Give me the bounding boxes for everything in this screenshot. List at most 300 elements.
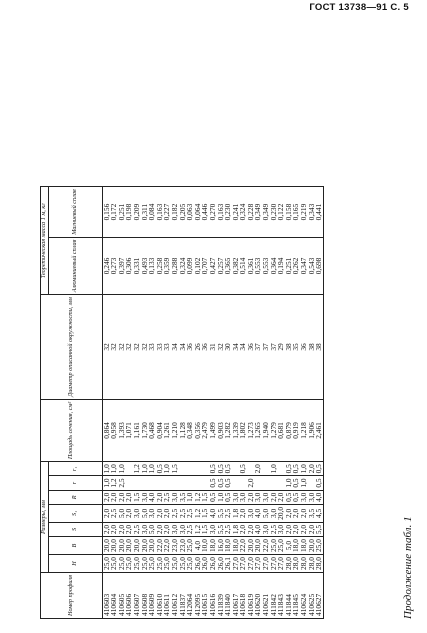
cell-r1: 1,0 [270, 462, 278, 476]
cell-s: 2,0 [125, 522, 133, 536]
cell-r1: 1,0 [141, 462, 149, 476]
table-row [163, 187, 171, 619]
table-row [186, 187, 194, 619]
cell-s: 2,5 [270, 522, 278, 536]
cell-r: 0,5 [292, 490, 300, 504]
cell-b: 18,0 [292, 537, 300, 555]
cell-h: 27,0 [232, 555, 240, 573]
cell-b: 20,0 [308, 537, 316, 555]
cell-s1: 3,0 [133, 504, 141, 522]
cell-r: 3,0 [232, 490, 240, 504]
cell-mg-mass: 0,349 [262, 187, 270, 237]
cell-h: 25,0 [156, 555, 164, 573]
cell-h: 28,0 [308, 555, 316, 573]
cell-s: 2,0 [156, 522, 164, 536]
col-dims-group-header: Размеры, мм [41, 462, 49, 573]
table-row [277, 187, 285, 619]
cell-b: 20,0 [125, 537, 133, 555]
col-al-header: Алюминиевый сплав [48, 237, 102, 294]
cell-s: 2,5 [133, 522, 141, 536]
cell-al-mass: 0,273 [110, 237, 118, 294]
cell-diameter: 32 [118, 295, 126, 400]
page-header: ГОСТ 13738—91 С. 5 [309, 2, 409, 13]
cell-al-mass: 0,382 [232, 237, 240, 294]
col-diameter-header: Диаметр описанной окружности, мм [41, 295, 103, 400]
cell-profile: 410621 [262, 572, 270, 618]
cell-s1: 5,0 [118, 504, 126, 522]
table-row [171, 187, 179, 619]
cell-r: 3,0 [254, 490, 262, 504]
cell-area: 1,802 [239, 399, 247, 461]
cell-profile: 410627 [315, 572, 323, 618]
cell-diameter: 38 [308, 295, 316, 400]
cell-b: 5,0 [285, 537, 293, 555]
cell-r: 3,0 [239, 490, 247, 504]
cell-mg-mass: 0,270 [209, 187, 217, 237]
cell-profile: 410618 [239, 572, 247, 618]
cell-b: 22,0 [262, 537, 270, 555]
cell-s: 3,0 [209, 522, 217, 536]
cell-r: 1,0 [217, 490, 225, 504]
cell-s1: 5,0 [262, 504, 270, 522]
cell-r: 3,0 [308, 490, 316, 504]
cell-h: 28,0 [315, 555, 323, 573]
cell-profile: 410609 [148, 572, 156, 618]
cell-s1: 2,5 [171, 504, 179, 522]
cell-profile: 410620 [254, 572, 262, 618]
cell-r-small [141, 476, 149, 490]
cell-s: 4,0 [254, 522, 262, 536]
cell-area: 2,461 [315, 399, 323, 461]
cell-diameter: 34 [232, 295, 240, 400]
cell-mg-mass: 0,209 [133, 187, 141, 237]
cell-mg-mass: 0,163 [217, 187, 225, 237]
cell-s1: 2,0 [163, 504, 171, 522]
cell-s: 2,0 [102, 522, 110, 536]
cell-profile: 410606 [125, 572, 133, 618]
cell-b: 20,0 [254, 537, 262, 555]
cell-s1: 2,0 [292, 504, 300, 522]
cell-al-mass: 0,427 [209, 237, 217, 294]
cell-profile: 410624 [300, 572, 308, 618]
cell-r-small: 1,0 [285, 476, 293, 490]
cell-s1: 2,0 [300, 504, 308, 522]
cell-r: 4,0 [148, 490, 156, 504]
table-row [300, 187, 308, 619]
cell-profile: 410625 [308, 572, 316, 618]
cell-r: 3,0 [171, 490, 179, 504]
cell-b: 22,0 [163, 537, 171, 555]
cell-h: 25,0 [125, 555, 133, 573]
cell-r1: 0,5 [217, 462, 225, 476]
cell-al-mass: 0,102 [194, 237, 202, 294]
cell-r: 3,0 [141, 490, 149, 504]
cell-h: 28,0 [285, 555, 293, 573]
col-mg-header: Магниевый сплав [48, 187, 102, 237]
cell-r: 2,0 [277, 490, 285, 504]
cell-r-small [133, 476, 141, 490]
cell-s: 2,0 [239, 522, 247, 536]
cell-h: 26,0 [194, 555, 202, 573]
cell-b: 20,0 [148, 537, 156, 555]
cell-diameter: 34 [179, 295, 187, 400]
cell-r1: 1,0 [148, 462, 156, 476]
cell-diameter: 33 [148, 295, 156, 400]
cell-s1: 4,5 [315, 504, 323, 522]
cell-r1: 1,2 [133, 462, 141, 476]
cell-s: 2,0 [247, 522, 255, 536]
cell-h: 25,0 [179, 555, 187, 573]
cell-r1: 0,5 [239, 462, 247, 476]
cell-area: 1,071 [125, 399, 133, 461]
cell-r: 4,0 [315, 490, 323, 504]
col-s-header: S [48, 522, 102, 536]
cell-r-small [186, 476, 194, 490]
cell-s1: 2,0 [102, 504, 110, 522]
cell-mg-mass: 0,063 [186, 187, 194, 237]
cell-diameter: 31 [209, 295, 217, 400]
cell-al-mass: 0,397 [118, 237, 126, 294]
cell-s1: 5,0 [141, 504, 149, 522]
cell-profile: 411837 [179, 572, 187, 618]
cell-h: 25,0 [110, 555, 118, 573]
cell-r: 3,0 [300, 490, 308, 504]
cell-r: 1,0 [186, 490, 194, 504]
cell-mg-mass: 0,064 [194, 187, 202, 237]
cell-profile: 410616 [209, 572, 217, 618]
cell-r-small [179, 476, 187, 490]
cell-h: 28,0 [300, 555, 308, 573]
col-s1-header: S₁ [48, 504, 102, 522]
cell-b: 22,0 [239, 537, 247, 555]
cell-diameter: 32 [141, 295, 149, 400]
cell-s1: 2,5 [110, 504, 118, 522]
cell-s1: 1,8 [232, 504, 240, 522]
cell-area: 0,356 [194, 399, 202, 461]
cell-profile: 410612 [171, 572, 179, 618]
cell-h: 25,0 [186, 555, 194, 573]
cell-diameter: 34 [239, 295, 247, 400]
cell-r: 2,0 [125, 490, 133, 504]
cell-s1: 2,0 [125, 504, 133, 522]
cell-s1: 3,0 [148, 504, 156, 522]
cell-r1: 0,5 [285, 462, 293, 476]
cell-diameter: 36 [201, 295, 209, 400]
cell-r1: 0,5 [156, 462, 164, 476]
cell-h: 27,0 [254, 555, 262, 573]
cell-h: 26,0 [217, 555, 225, 573]
cell-area: 0,468 [148, 399, 156, 461]
cell-area: 1,339 [232, 399, 240, 461]
profiles-table [40, 186, 324, 619]
cell-profile: 412064 [186, 572, 194, 618]
cell-diameter: 32 [110, 295, 118, 400]
table-row [239, 187, 247, 619]
cell-r: 1,5 [133, 490, 141, 504]
cell-r-small [171, 476, 179, 490]
cell-mg-mass: 0,163 [156, 187, 164, 237]
cell-al-mass: 0,099 [186, 237, 194, 294]
cell-r-small [270, 476, 278, 490]
table-row [141, 187, 149, 619]
cell-area: 1,906 [308, 399, 316, 461]
cell-mg-mass: 0,311 [141, 187, 149, 237]
cell-area: 1,161 [133, 399, 141, 461]
table-row [110, 187, 118, 619]
cell-mg-mass: 0,349 [254, 187, 262, 237]
cell-mg-mass: 0,084 [148, 187, 156, 237]
cell-b: 25,0 [186, 537, 194, 555]
cell-mg-mass: 0,165 [292, 187, 300, 237]
cell-diameter: 37 [270, 295, 278, 400]
table-row [201, 187, 209, 619]
cell-profile: 410608 [141, 572, 149, 618]
cell-s1: 2,5 [186, 504, 194, 522]
cell-s1: 4,0 [209, 504, 217, 522]
table-row [315, 187, 323, 619]
cell-al-mass: 0,553 [254, 237, 262, 294]
table-row [125, 187, 133, 619]
cell-h: 27,0 [239, 555, 247, 573]
cell-mg-mass: 0,343 [308, 187, 316, 237]
cell-r: 0,5 [285, 490, 293, 504]
cell-r-small: 0,5 [217, 476, 225, 490]
cell-r-small: 0,5 [224, 476, 232, 490]
cell-diameter: 37 [262, 295, 270, 400]
cell-diameter: 33 [163, 295, 171, 400]
table-row [156, 187, 164, 619]
cell-b: 4,0 [194, 537, 202, 555]
cell-mg-mass: 0,122 [277, 187, 285, 237]
cell-s1: 3,0 [247, 504, 255, 522]
cell-diameter: 32 [102, 295, 110, 400]
cell-b: 20,0 [110, 537, 118, 555]
cell-al-mass: 0,514 [239, 237, 247, 294]
cell-area: 1,499 [209, 399, 217, 461]
cell-mg-mass: 0,230 [224, 187, 232, 237]
cell-s: 3,0 [171, 522, 179, 536]
cell-h: 25,0 [163, 555, 171, 573]
cell-h: 25,0 [148, 555, 156, 573]
cell-r: 2,0 [156, 490, 164, 504]
col-r1-header: r₁ [48, 462, 102, 476]
table-row [232, 187, 240, 619]
cell-al-mass: 0,288 [171, 237, 179, 294]
cell-al-mass: 0,246 [102, 237, 110, 294]
cell-s: 2,0 [118, 522, 126, 536]
cell-s1: 3,5 [308, 504, 316, 522]
cell-b: 18,0 [300, 537, 308, 555]
cell-profile: 410607 [133, 572, 141, 618]
cell-al-mass: 0,194 [277, 237, 285, 294]
cell-profile: 411845 [292, 572, 300, 618]
cell-r1 [194, 462, 202, 476]
cell-al-mass: 0,306 [125, 237, 133, 294]
cell-diameter: 32 [217, 295, 225, 400]
cell-area: 1,273 [247, 399, 255, 461]
col-b-header: B [48, 537, 102, 555]
cell-al-mass: 0,364 [270, 237, 278, 294]
cell-r-small [254, 476, 262, 490]
cell-r: 2,5 [163, 490, 171, 504]
cell-s: 1,2 [194, 522, 202, 536]
cell-profile: 411844 [285, 572, 293, 618]
cell-s1: 2,0 [285, 504, 293, 522]
cell-r: 1,2 [194, 490, 202, 504]
cell-profile: 410611 [163, 572, 171, 618]
cell-al-mass: 0,553 [262, 237, 270, 294]
cell-s: 2,0 [308, 522, 316, 536]
col-r-header: R [48, 490, 102, 504]
table-row [254, 187, 262, 619]
cell-b: 10,0 [201, 537, 209, 555]
cell-s: 3,0 [262, 522, 270, 536]
cell-h: 25,0 [141, 555, 149, 573]
cell-area: 0,864 [102, 399, 110, 461]
cell-diameter: 35 [292, 295, 300, 400]
table-row [148, 187, 156, 619]
cell-s: 5,5 [315, 522, 323, 536]
cell-r1: 1,0 [163, 462, 171, 476]
cell-diameter: 26 [194, 295, 202, 400]
cell-r-small: 1,0 [300, 476, 308, 490]
cell-h: 25,0 [102, 555, 110, 573]
cell-profile: 411842 [270, 572, 278, 618]
cell-profile: 410603 [102, 572, 110, 618]
cell-s1: 2,0 [156, 504, 164, 522]
cell-diameter: 38 [315, 295, 323, 400]
cell-s: 5,0 [148, 522, 156, 536]
cell-r: 3,5 [179, 490, 187, 504]
cell-area: 0,903 [217, 399, 225, 461]
cell-area: 1,218 [300, 399, 308, 461]
table-row [270, 187, 278, 619]
cell-r: 2,0 [270, 490, 278, 504]
cell-s: 2,0 [110, 522, 118, 536]
cell-mg-mass: 0,182 [171, 187, 179, 237]
cell-s1: 2,5 [224, 504, 232, 522]
table-continuation-label: Продолжение табл. 1 [402, 516, 414, 619]
cell-area: 0,958 [110, 399, 118, 461]
cell-diameter: 32 [133, 295, 141, 400]
cell-mg-mass: 0,156 [102, 187, 110, 237]
cell-r: 2,0 [110, 490, 118, 504]
table-row [285, 187, 293, 619]
cell-r1: 0,5 [292, 462, 300, 476]
cell-b: 20,0 [102, 537, 110, 555]
cell-b: 20,0 [133, 537, 141, 555]
cell-s1: 20,0 [277, 504, 285, 522]
cell-area: 2,479 [201, 399, 209, 461]
cell-r1: 1,0 [300, 462, 308, 476]
cell-r-small: 1,2 [110, 476, 118, 490]
cell-al-mass: 0,707 [201, 237, 209, 294]
cell-area: 1,128 [179, 399, 187, 461]
cell-r: 0,5 [209, 490, 217, 504]
cell-area: 1,393 [118, 399, 126, 461]
cell-s: 2,0 [292, 522, 300, 536]
table-row [217, 187, 225, 619]
table-body [102, 187, 323, 619]
cell-h: 26,1 [224, 555, 232, 573]
cell-h: 25,0 [133, 555, 141, 573]
cell-mg-mass: 0,198 [125, 187, 133, 237]
cell-profile: 411839 [217, 572, 225, 618]
cell-s1: 5,5 [217, 504, 225, 522]
cell-al-mass: 0,133 [148, 237, 156, 294]
cell-area: 0,919 [292, 399, 300, 461]
cell-r1: 2,0 [308, 462, 316, 476]
cell-h: 25,0 [171, 555, 179, 573]
cell-s: 3,0 [141, 522, 149, 536]
cell-mg-mass: 0,172 [110, 187, 118, 237]
table-row [209, 187, 217, 619]
cell-r-small [262, 476, 270, 490]
cell-diameter: 29 [277, 295, 285, 400]
cell-mg-mass: 0,230 [270, 187, 278, 237]
cell-al-mass: 0,251 [285, 237, 293, 294]
table-row [224, 187, 232, 619]
cell-al-mass: 0,361 [247, 237, 255, 294]
cell-s: 2,0 [163, 522, 171, 536]
cell-al-mass: 0,698 [315, 237, 323, 294]
cell-h: 27,0 [262, 555, 270, 573]
cell-h: 25,0 [118, 555, 126, 573]
cell-r1: 1,0 [102, 462, 110, 476]
cell-profile: 410619 [247, 572, 255, 618]
cell-h: 27,0 [247, 555, 255, 573]
cell-mg-mass: 0,324 [239, 187, 247, 237]
col-profile-header: Номер профиля [41, 572, 103, 618]
cell-r-small [125, 476, 133, 490]
cell-area: 1,261 [163, 399, 171, 461]
cell-diameter: 33 [156, 295, 164, 400]
cell-profile: 410604 [110, 572, 118, 618]
cell-s: 1,8 [232, 522, 240, 536]
cell-s1: 1,5 [201, 504, 209, 522]
cell-mg-mass: 0,205 [179, 187, 187, 237]
col-area-header: Площадь сечения, см² [41, 399, 103, 461]
cell-h: 26,0 [209, 555, 217, 573]
cell-r-small [156, 476, 164, 490]
cell-r: 2,0 [247, 490, 255, 504]
cell-al-mass: 0,359 [163, 237, 171, 294]
cell-diameter: 38 [285, 295, 293, 400]
cell-al-mass: 0,365 [224, 237, 232, 294]
cell-diameter: 37 [254, 295, 262, 400]
table-row [262, 187, 270, 619]
cell-profile: 410605 [118, 572, 126, 618]
cell-s: 3,0 [179, 522, 187, 536]
cell-area: 0,904 [156, 399, 164, 461]
table-row [292, 187, 300, 619]
cell-s: 5,5 [217, 522, 225, 536]
cell-diameter: 32 [125, 295, 133, 400]
cell-profile: 411843 [277, 572, 285, 618]
cell-r1: 1,5 [171, 462, 179, 476]
cell-r-small: 0,5 [209, 476, 217, 490]
cell-b: 20,0 [247, 537, 255, 555]
cell-b: 23,0 [171, 537, 179, 555]
cell-r: 0,5 [224, 490, 232, 504]
cell-area: 1,940 [262, 399, 270, 461]
cell-area: 1,265 [254, 399, 262, 461]
cell-diameter: 36 [247, 295, 255, 400]
cell-r1: 1,0 [110, 462, 118, 476]
cell-mg-mass: 0,441 [315, 187, 323, 237]
cell-b: 22,0 [156, 537, 164, 555]
cell-r-small: 0,5 [292, 476, 300, 490]
